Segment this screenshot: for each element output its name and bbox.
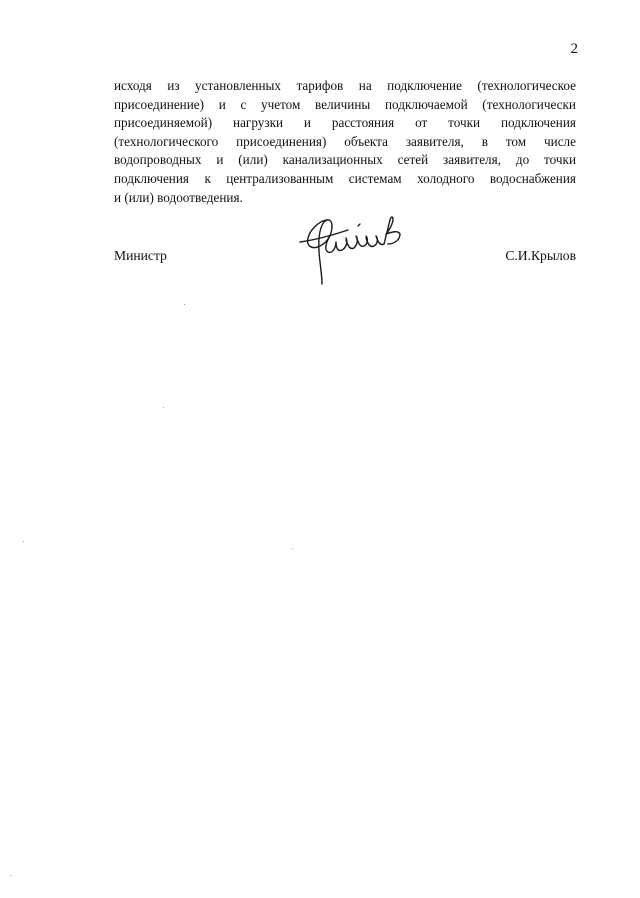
body-line: и (или) водоотведения. — [114, 189, 243, 205]
body-line: подключения к централизованным системам холодного водоснабжения — [114, 170, 576, 186]
scan-speck — [23, 541, 24, 542]
body-line: присоединение) и с учетом величины подключаемой (технологически — [114, 96, 576, 112]
scan-speck — [163, 407, 164, 408]
scan-speck — [10, 875, 11, 876]
handwritten-signature — [296, 212, 408, 286]
scan-speck — [292, 548, 293, 549]
body-line: (технологического присоединения) объекта заявителя, в том числе — [114, 133, 576, 149]
body-line: водопроводных и (или) канализационных сетей заявителя, до точки — [114, 152, 576, 168]
scan-speck — [184, 304, 185, 305]
signatory-name: С.И.Крылов — [505, 248, 576, 263]
body-line: исходя из установленных тарифов на подключение (технологическое — [114, 78, 576, 93]
body-paragraph — [114, 77, 576, 207]
body-line: присоединяемой) нагрузки и расстояния от точки подключения — [114, 115, 576, 131]
page-number: 2 — [570, 41, 578, 57]
signatory-title: Министр — [114, 248, 167, 263]
